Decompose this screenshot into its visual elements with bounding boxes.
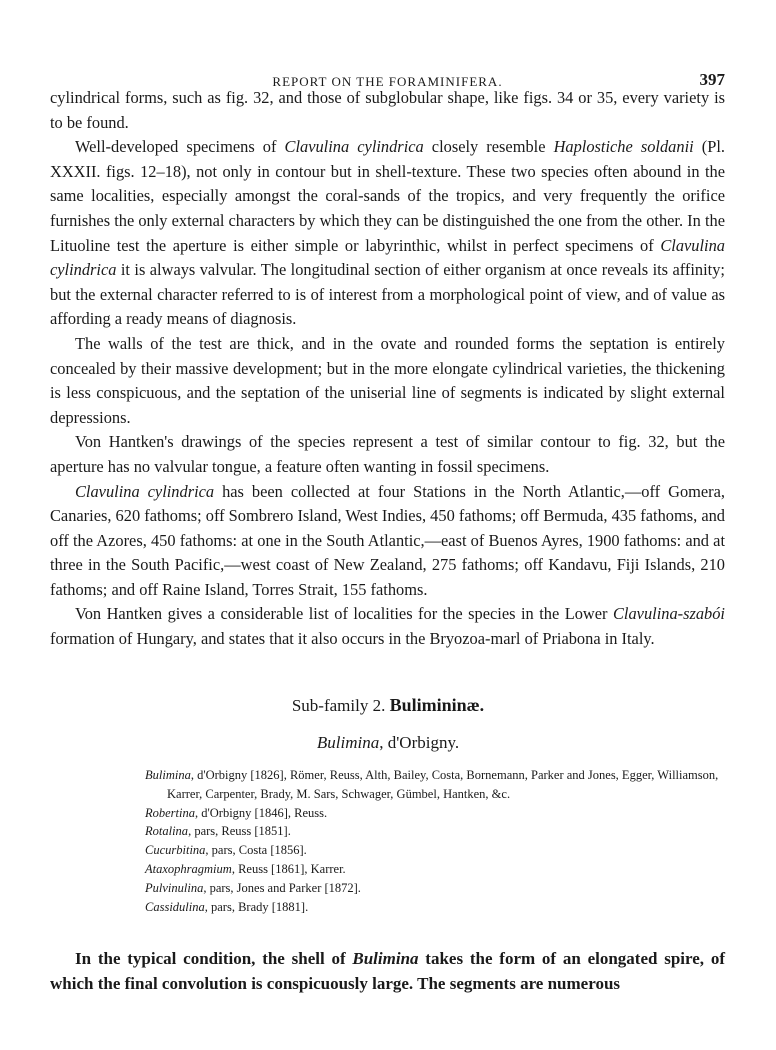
synonym-citation: , pars, Reuss [1851]. bbox=[188, 824, 291, 839]
italic-taxon: Clavulina cylindrica bbox=[75, 481, 215, 501]
page-number: 397 bbox=[699, 70, 725, 89]
italic-taxon: Clavulina-szabói bbox=[612, 604, 725, 624]
text-run: takes the form of an elongated spire, of which the final convolution is conspicuously large. The segments are numerous bbox=[50, 949, 725, 993]
synonym-citation: , d'Orbigny [1846], Reuss. bbox=[195, 805, 328, 820]
text-run: The walls of the test are thick, and in the ovate and rounded forms the septation is entirely concealed by their massive development; but in the more elongate cylindrical varieties, the thickening is less conspicuous, and the septation of the uniserial line of segments is indicated by slight external depressions. bbox=[50, 333, 725, 427]
genus-author: , d'Orbigny. bbox=[379, 733, 460, 752]
text-run: has been collected at four Stations in the North Atlantic,—off Gomera, Canaries, 620 fathoms; off Sombrero Island, West Indies, 450 fathoms; off Bermuda, 435 fathoms, and off the Azores, 450 fathoms: at one in the South Atlantic,—east of Buenos Ayres, 1900 fathoms: and at three in the South Pacific,—west coast of New Zealand, 275 fathoms; off Kandavu, Fiji Islands, 210 fathoms; and off Raine Island, Torres Strait, 155 fathoms. bbox=[50, 481, 725, 599]
synonym-citation: , pars, Costa [1856]. bbox=[205, 843, 307, 858]
final-paragraph bbox=[50, 946, 725, 996]
subfamily-heading bbox=[0, 695, 776, 716]
paragraph bbox=[50, 332, 725, 430]
text-run: (Pl. XXXII. figs. 12–18), not only in contour but in shell-texture. These two species often abound in the same localities, especially amongst the coral-sands of the tropics, and very frequently the orifice furnishes the only external characters by which they can be distinguished the one from the other. In the Lituoline test the aperture is either simple or labyrinthic, whilst in perfect specimens of bbox=[50, 137, 725, 255]
header-title: REPORT ON THE FORAMINIFERA. bbox=[272, 74, 503, 89]
text-run: it is always valvular. The longitudinal section of either organism at once reveals its affinity; but the external character referred to is of interest from a morphological point of view, and of value as affording a ready means of diagnosis. bbox=[50, 260, 725, 329]
synonym-citation: , pars, Brady [1881]. bbox=[204, 899, 309, 914]
subfamily-prefix: Sub-family 2. bbox=[291, 696, 390, 715]
synonym-citation: , Reuss [1861], Karrer. bbox=[231, 861, 346, 876]
text-run: Von Hantken gives a considerable list of localities for the species in the Lower bbox=[75, 604, 613, 624]
text-run: cylindrical forms, such as fig. 32, and those of subglobular shape, like figs. 34 or 35, every variety is to be found. bbox=[50, 88, 725, 132]
paragraph bbox=[50, 480, 725, 603]
synonym-entry bbox=[145, 841, 735, 860]
italic-taxon: Clavulina cylindrica bbox=[284, 137, 424, 157]
synonym-entry bbox=[145, 766, 735, 804]
synonym-entry bbox=[145, 822, 735, 841]
paragraph bbox=[50, 135, 725, 332]
text-run: Well-developed specimens of bbox=[75, 137, 285, 157]
italic-taxon: Clavulina cylindrica bbox=[50, 235, 725, 280]
synonym-entry bbox=[145, 898, 735, 917]
synonym-genus: Ataxophragmium bbox=[145, 861, 232, 876]
synonym-genus: Cucurbitina bbox=[145, 843, 206, 858]
text-run: In the typical condition, the shell of bbox=[75, 949, 353, 968]
synonym-entry bbox=[145, 804, 735, 823]
text-run: Von Hantken's drawings of the species represent a test of similar contour to fig. 32, but the aperture has no valvular tongue, a feature often wanting in fossil specimens. bbox=[50, 432, 725, 476]
paragraph bbox=[50, 946, 725, 996]
text-run: closely resemble bbox=[423, 137, 554, 157]
subfamily-name: Bulimininæ. bbox=[389, 695, 485, 715]
synonym-entry bbox=[145, 879, 735, 898]
italic-taxon: Bulimina bbox=[352, 949, 419, 968]
synonym-genus: Bulimina bbox=[145, 768, 191, 782]
genus-name: Bulimina bbox=[316, 733, 380, 752]
synonym-entry bbox=[145, 860, 735, 879]
paragraph bbox=[50, 602, 725, 651]
synonymy-list bbox=[145, 766, 735, 916]
body-text bbox=[50, 86, 725, 652]
text-run: formation of Hungary, and states that it also occurs in the Bryozoa-marl of Priabona in Italy. bbox=[50, 629, 655, 649]
synonym-genus: Rotalina bbox=[145, 824, 189, 839]
synonym-genus: Robertina bbox=[145, 805, 195, 820]
synonym-citation: , pars, Jones and Parker [1872]. bbox=[203, 880, 361, 895]
paragraph bbox=[50, 430, 725, 479]
synonym-genus: Cassidulina bbox=[145, 899, 205, 914]
genus-heading bbox=[0, 733, 776, 753]
italic-taxon: Haplostiche soldanii bbox=[553, 137, 694, 157]
paragraph bbox=[50, 86, 725, 135]
synonym-genus: Pulvinulina bbox=[145, 880, 204, 895]
synonym-citation: , d'Orbigny [1826], Römer, Reuss, Alth, Bailey, Costa, Bornemann, Parker and Jones, Egger, Williamson, Karrer, Carpenter, Brady, M. Sars, Schwager, Gümbel, Hantken, &c. bbox=[167, 768, 719, 801]
